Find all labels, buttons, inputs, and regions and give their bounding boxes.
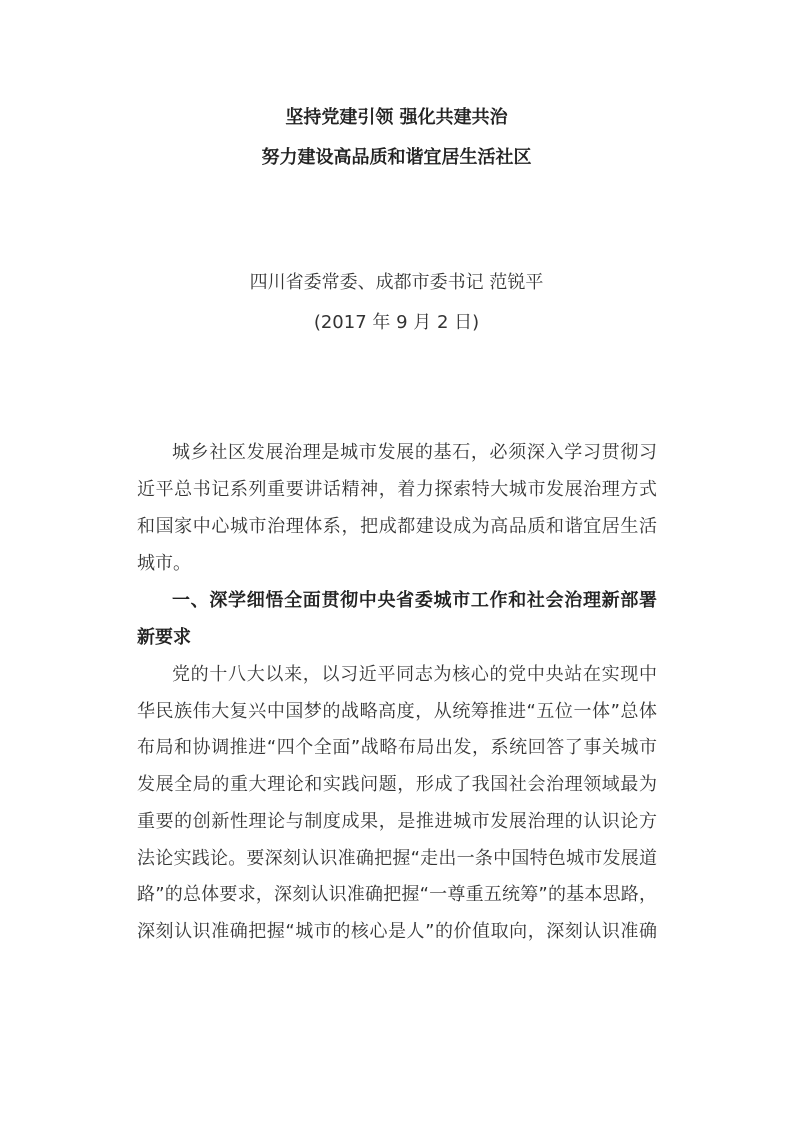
body-paragraph-line: 重要的创新性理论与制度成果，是推进城市发展治理的认识论方 (137, 811, 657, 832)
document-title-line-1: 坚持党建引领 强化共建共治 (285, 107, 508, 128)
document-title-line-2: 努力建设高品质和谐宜居生活社区 (261, 147, 532, 168)
body-paragraph-line: 布局和协调推进“四个全面”战略布局出发，系统回答了事关城市 (137, 737, 657, 758)
intro-paragraph-line: 城市。 (137, 553, 191, 574)
intro-paragraph-line: 和国家中心城市治理体系，把成都建设成为高品质和谐宜居生活 (137, 516, 657, 537)
body-paragraph-line: 发展全局的重大理论和实践问题，形成了我国社会治理领域最为 (137, 774, 657, 795)
author-line: 四川省委常委、成都市委书记 范锐平 (249, 272, 544, 293)
body-paragraph-line: 深刻认识准确把握“城市的核心是人”的价值取向，深刻认识准确 (137, 921, 657, 942)
intro-paragraph-line: 近平总书记系列重要讲话精神，着力探索特大城市发展治理方式 (137, 479, 657, 500)
section-heading-line: 新要求 (137, 627, 191, 648)
body-paragraph-line: 法论实践论。要深刻认识准确把握“走出一条中国特色城市发展道 (137, 848, 657, 869)
body-paragraph-line: 华民族伟大复兴中国梦的战略高度，从统筹推进“五位一体”总体 (137, 701, 657, 722)
intro-paragraph-line: 城乡社区发展治理是城市发展的基石，必须深入学习贯彻习 (172, 442, 657, 463)
body-paragraph-line: 路”的总体要求，深刻认识准确把握“一尊重五统筹”的基本思路， (137, 884, 657, 905)
date-line: (2017 年 9 月 2 日) (313, 312, 480, 333)
section-heading-line: 一、深学细悟全面贯彻中央省委城市工作和社会治理新部署 (172, 590, 657, 611)
body-paragraph-line: 党的十八大以来，以习近平同志为核心的党中央站在实现中 (172, 664, 657, 685)
